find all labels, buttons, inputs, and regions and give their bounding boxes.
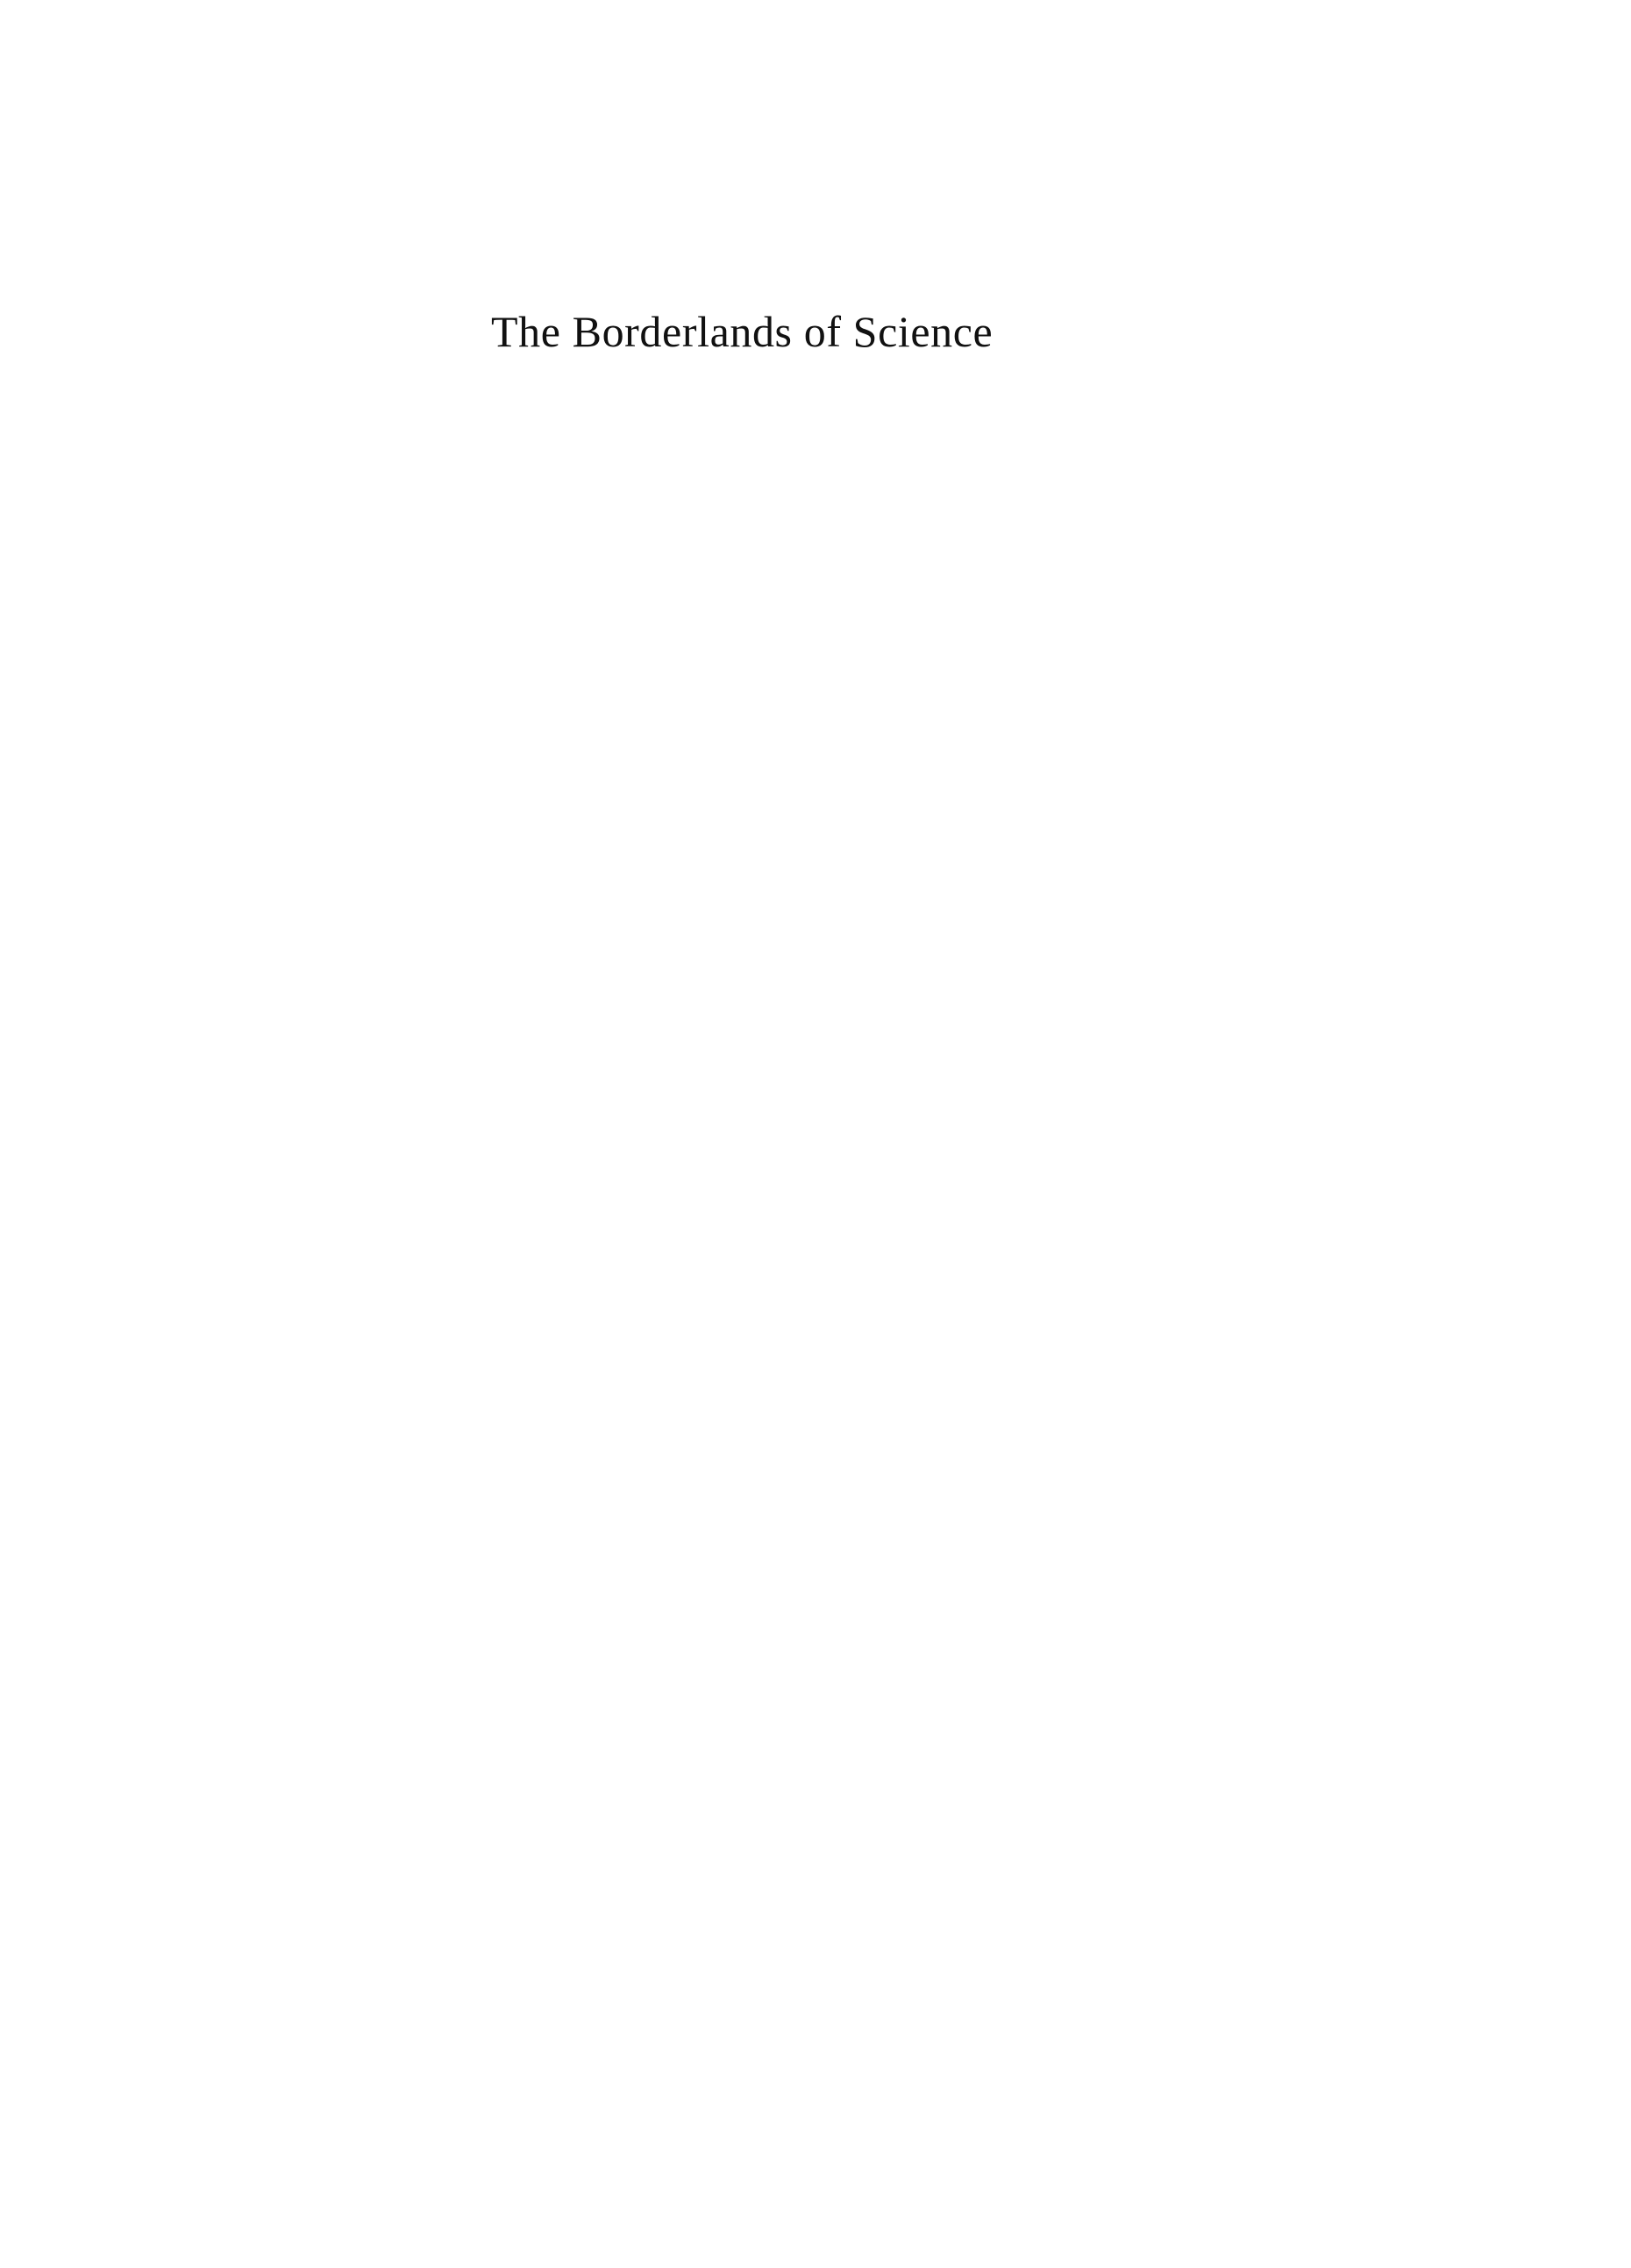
page-title: The Borderlands of Science <box>491 307 994 356</box>
